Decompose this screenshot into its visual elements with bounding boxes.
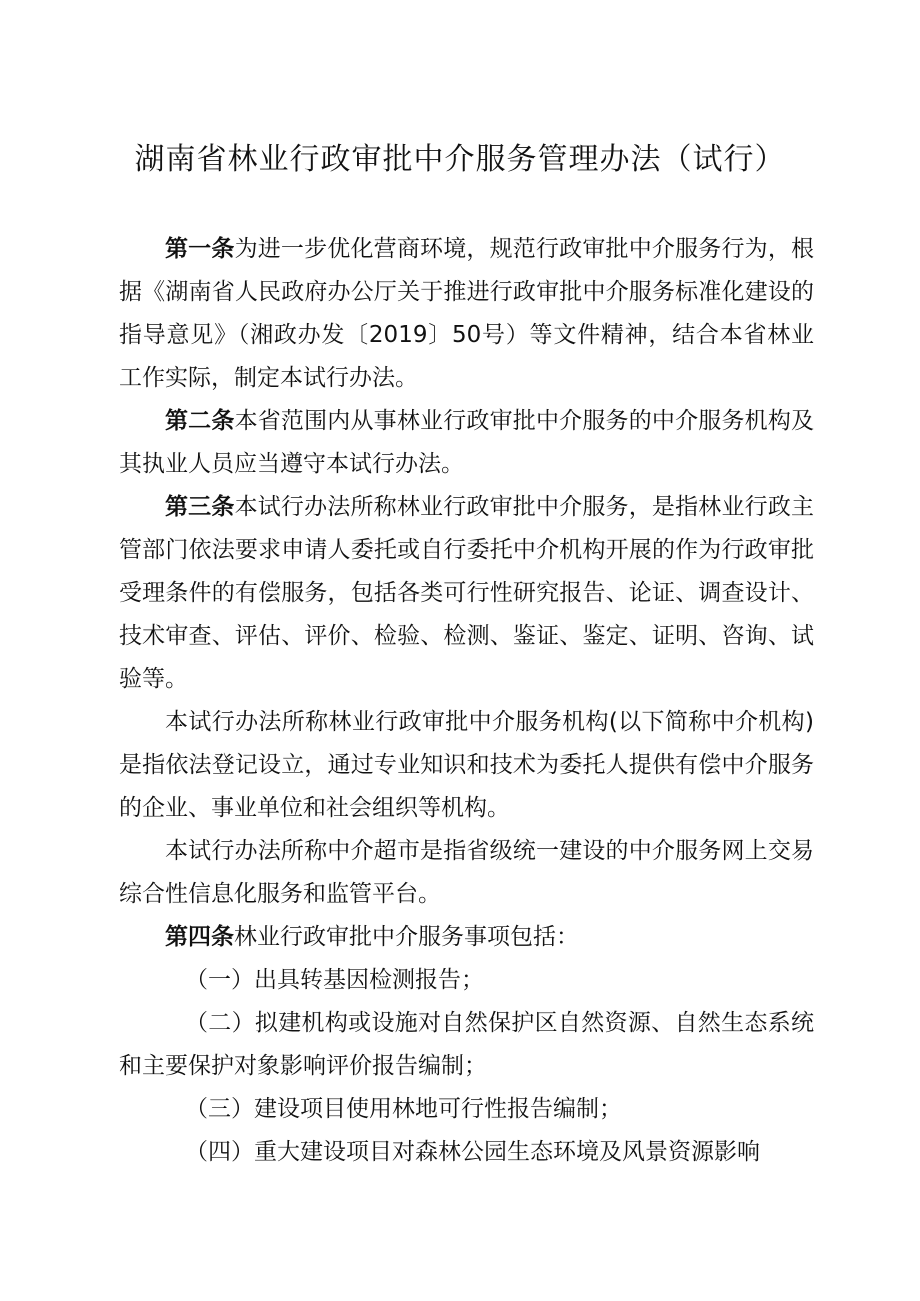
article-text: 为进一步优化营商环境，规范行政审批中介服务行为，根据《湖南省人民政府办公厅关于推进行政审批中介服务标准化建设的指导意见》（湘政办发〔2019〕50号）等文件精神，结合本省林业工作实际，制定本试行办法。	[119, 236, 815, 391]
article-1	[119, 228, 814, 400]
list-item: （二）拟建机构或设施对自然保护区自然资源、自然生态系统和主要保护对象影响评价报告编制；	[119, 1010, 814, 1079]
paragraph: 本试行办法所称中介超市是指省级统一建设的中介服务网上交易综合性信息化服务和监管平台。	[119, 838, 814, 907]
article-label: 第四条	[165, 924, 234, 950]
article-text: 本试行办法所称林业行政审批中介服务，是指林业行政主管部门依法要求申请人委托或自行委托中介机构开展的作为行政审批受理条件的有偿服务，包括各类可行性研究报告、论证、调查设计、技术审查、评估、评价、检验、检测、鉴证、鉴定、证明、咨询、试验等。	[119, 494, 815, 692]
article-text: 林业行政审批中介服务事项包括：	[234, 924, 579, 950]
document-body	[119, 228, 814, 1174]
article-text: 本省范围内从事林业行政审批中介服务的中介服务机构及其执业人员应当遵守本试行办法。	[119, 408, 815, 477]
list-item: （四）重大建设项目对森林公园生态环境及风景资源影响	[185, 1139, 760, 1165]
article-2	[119, 400, 814, 486]
article-4	[119, 916, 814, 959]
paragraph: 本试行办法所称林业行政审批中介服务机构(以下简称中介机构)是指依法登记设立，通过专业知识和技术为委托人提供有偿中介服务的企业、事业单位和社会组织等机构。	[119, 709, 814, 821]
article-label: 第三条	[165, 494, 235, 520]
document-title: 湖南省林业行政审批中介服务管理办法（试行）	[134, 142, 786, 177]
list-item: （三）建设项目使用林地可行性报告编制；	[185, 1096, 622, 1122]
article-3	[119, 486, 814, 701]
list-item: （一）出具转基因检测报告；	[185, 967, 484, 993]
article-label: 第一条	[165, 236, 235, 262]
article-label: 第二条	[165, 408, 235, 434]
